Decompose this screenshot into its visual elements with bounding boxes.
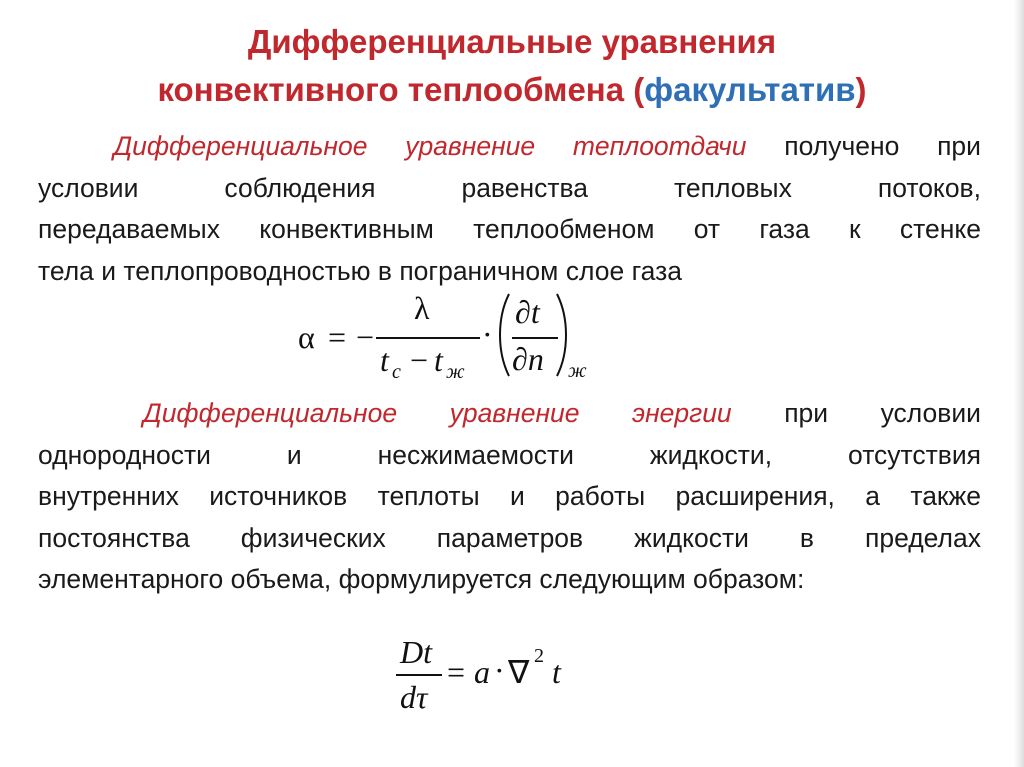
eq1-deriv-sub: ж: [568, 360, 587, 382]
paragraph2-line-3: внутренних источников теплоты и работы расширения, а также: [38, 481, 981, 512]
paragraph1-line-1: [38, 126, 981, 168]
eq2-power: 2: [534, 645, 544, 667]
eq1-deriv-numerator: ∂t: [515, 294, 540, 330]
paragraph2-lead: Дифференциальное уравнение энергии: [143, 398, 732, 428]
eq1-den-sub1: с: [392, 361, 401, 383]
paragraph2-line-4: постоянства физических параметров жидкости в пределах: [38, 522, 981, 553]
eq1-den-t2: t: [434, 342, 443, 378]
eq1-minus: −: [356, 319, 375, 355]
eq2-denominator: dτ: [400, 679, 428, 715]
paragraph1-line-4: тела и теплопроводностью в пограничном слое газа: [38, 255, 683, 286]
eq1-den-minus: −: [410, 342, 429, 378]
slide-title-line-2: [0, 70, 1024, 110]
paragraph2-line-5: элементарного объема, формулируется следующим образом:: [38, 564, 805, 595]
eq1-parentheses: [495, 290, 575, 380]
eq1-dot: ·: [482, 316, 493, 352]
eq2-equals: =: [447, 654, 466, 690]
title-accent: факультатив: [644, 71, 856, 108]
eq2-dot: ·: [494, 652, 505, 688]
paragraph1-line-3: передаваемых конвективным теплообменом от газа к стенке: [38, 214, 981, 245]
eq1-den-sub2: ж: [446, 361, 465, 383]
eq2-t: t: [552, 654, 561, 690]
slide-edge-shadow: [1014, 0, 1024, 767]
title-text-2: конвективного теплообмена (: [157, 71, 645, 108]
paragraph2-line1-rest: при условии: [784, 398, 981, 428]
eq1-alpha: α: [298, 319, 315, 355]
eq1-deriv-denominator: ∂n: [512, 341, 544, 377]
eq2-nabla: ∇: [508, 654, 530, 690]
title-close-paren: ): [855, 71, 867, 108]
paragraph1-lead: Дифференциальное уравнение теплоотдачи: [113, 131, 747, 161]
paragraph1-line-2: условии соблюдения равенства тепловых потоков,: [38, 172, 981, 203]
paragraph-heat-transfer: [38, 126, 981, 292]
paragraph-energy: [38, 393, 981, 601]
eq2-a: a: [474, 654, 490, 690]
eq1-den-t1: t: [380, 342, 389, 378]
eq1-equals: =: [328, 319, 347, 355]
slide-title-line-1: [0, 22, 1024, 62]
paragraph2-line-1: [38, 393, 981, 435]
title-text-1: Дифференциальные уравнения: [247, 23, 777, 60]
eq2-numerator: Dt: [400, 634, 432, 670]
eq1-fraction-bar: [376, 337, 480, 339]
paragraph2-line-2: однородности и несжимаемости жидкости, отсутствия: [38, 439, 981, 470]
paragraph1-line1-rest: получено при: [784, 131, 981, 161]
eq1-deriv-bar: [512, 337, 558, 339]
eq2-fraction-bar: [396, 674, 442, 676]
eq1-numerator: λ: [414, 290, 430, 326]
